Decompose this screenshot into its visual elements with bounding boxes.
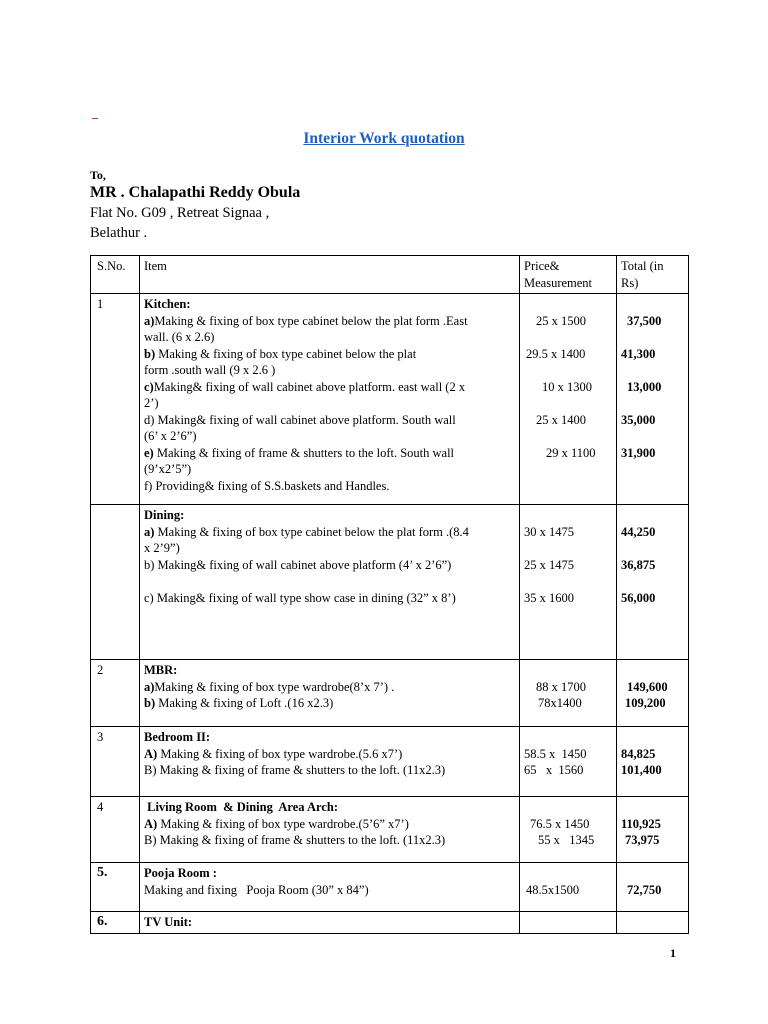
table-row bbox=[91, 912, 689, 934]
sno-cell bbox=[91, 505, 140, 660]
price-cell: 30 x 1475 25 x 1475 35 x 1600 bbox=[520, 505, 617, 660]
price-cell: 48.5x1500 bbox=[520, 863, 617, 912]
price-cell bbox=[520, 912, 617, 934]
price-cell: 88 x 1700 78x1400 bbox=[520, 660, 617, 727]
header-sno: S.No. bbox=[91, 256, 140, 294]
table-row bbox=[91, 727, 689, 797]
table-header-row bbox=[91, 256, 689, 294]
price-cell: 58.5 x 1450 65 x 1560 bbox=[520, 727, 617, 797]
total-cell: 84,825 101,400 bbox=[617, 727, 689, 797]
item-cell: Dining: a) Making & fixing of box type cabinet below the plat form .(8.4 x 2’9”) b) Making& fixing of wall cabinet above platform (4’ x 2’6”) c) Making& fixing of wall type show case in dining (32” x 8’) bbox=[140, 505, 520, 660]
item-cell: Living Room & Dining Area Arch: A) Making & fixing of box type wardrobe.(5’6” x7’) B) Making & fixing of frame & shutters to the loft. (11x2.3) bbox=[140, 797, 520, 863]
item-cell: Pooja Room : Making and fixing Pooja Room (30” x 84”) bbox=[140, 863, 520, 912]
item-cell: Bedroom II: A) Making & fixing of box type wardrobe.(5.6 x7’) B) Making & fixing of frame & shutters to the loft. (11x2.3) bbox=[140, 727, 520, 797]
sno-cell: 3 bbox=[91, 727, 140, 797]
sno-cell: 1 bbox=[91, 294, 140, 505]
header-total: Total (in Rs) bbox=[617, 256, 689, 294]
total-cell: 44,250 36,875 56,000 bbox=[617, 505, 689, 660]
quotation-table bbox=[90, 255, 689, 934]
sno-cell: 5. bbox=[91, 863, 140, 912]
address-line-1: Flat No. G09 , Retreat Signaa , bbox=[90, 205, 270, 221]
address-line-2: Belathur . bbox=[90, 225, 148, 241]
table-row bbox=[91, 505, 689, 660]
table-row bbox=[91, 660, 689, 727]
total-cell: 149,600 109,200 bbox=[617, 660, 689, 727]
table-row bbox=[91, 863, 689, 912]
sno-cell: 6. bbox=[91, 912, 140, 934]
client-name: MR . Chalapathi Reddy Obula bbox=[90, 184, 301, 201]
red-dash-mark bbox=[92, 118, 98, 119]
document-title: Interior Work quotation bbox=[303, 130, 465, 147]
price-cell: 25 x 1500 29.5 x 1400 10 x 1300 25 x 1400 29 x 1100 bbox=[520, 294, 617, 505]
header-price: Price& Measurement bbox=[520, 256, 617, 294]
table-row bbox=[91, 797, 689, 863]
to-label: To, bbox=[90, 168, 106, 182]
table-row bbox=[91, 294, 689, 505]
sno-cell: 4 bbox=[91, 797, 140, 863]
page-number: 1 bbox=[670, 946, 676, 960]
total-cell: 37,500 41,300 13,000 35,000 31,900 bbox=[617, 294, 689, 505]
price-cell: 76.5 x 1450 55 x 1345 bbox=[520, 797, 617, 863]
total-cell: 72,750 bbox=[617, 863, 689, 912]
header-item: Item bbox=[140, 256, 520, 294]
total-cell: 110,925 73,975 bbox=[617, 797, 689, 863]
item-cell: Kitchen: a)Making & fixing of box type cabinet below the plat form .East wall. (6 x 2.6) b) Making & fixing of box type cabinet below the plat form .south wall (9 x 2.6 ) c)Making& fixing of wall cabinet above platform. east wall (2 x 2’) d) Making& fixing of wall cabinet above platform. South wall (6’ x 2’6”) e) Making & fixing of frame & shutters to the loft. South wall (9’x2’5”) f) Providing& fixing of S.S.baskets and Handles. bbox=[140, 294, 520, 505]
item-cell: MBR: a)Making & fixing of box type wardrobe(8’x 7’) . b) Making & fixing of Loft .(16 x2.3) bbox=[140, 660, 520, 727]
item-cell: TV Unit: bbox=[140, 912, 520, 934]
total-cell bbox=[617, 912, 689, 934]
sno-cell: 2 bbox=[91, 660, 140, 727]
